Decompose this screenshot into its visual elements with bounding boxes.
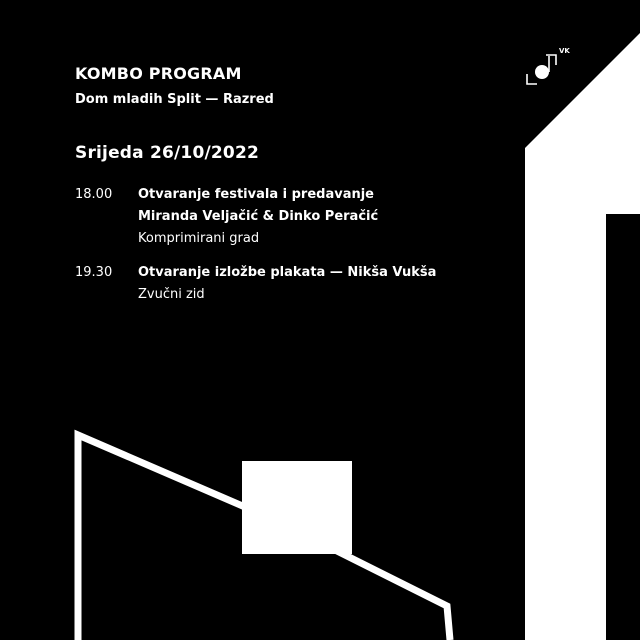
entry-topic: Komprimirani grad [138,231,260,246]
entry-speakers: Miranda Veljačić & Dinko Peračić [138,209,379,224]
page-title: KOMBO PROGRAM [75,64,242,83]
venue-subtitle: Dom mladih Split — Razred [75,92,274,107]
white-square-shape [242,461,352,554]
header [75,64,274,107]
entry-topic: Zvučni zid [138,287,205,302]
entry-title: Otvaranje izložbe plakata — Nikša Vukša [138,265,437,280]
vk-logo-icon [524,44,570,88]
vk-logo-text: VK [559,47,570,55]
black-rectangle-shape [606,214,640,640]
entry-title: Otvaranje festivala i predavanje [138,187,374,202]
event-date: Srijeda 26/10/2022 [75,143,260,163]
entry-time: 18.00 [75,187,113,202]
entry-time: 19.30 [75,265,113,280]
